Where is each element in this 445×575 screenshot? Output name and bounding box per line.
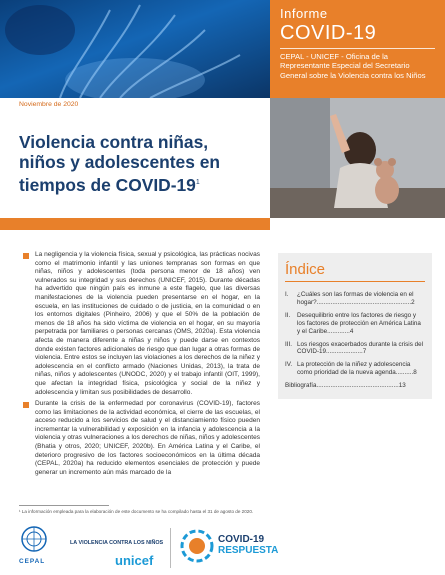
covid-label: COVID-19	[280, 22, 377, 44]
header-subtitle: CEPAL - UNICEF - Oficina de la Representante Especial del Secretario General sobre la Violencia contra los Niños	[280, 52, 426, 80]
unicef-logo: unicef	[115, 553, 154, 568]
document-title	[19, 133, 259, 195]
footnote: ¹ La información empleada para la elaboración de este documento se ha compilado hasta el 31 de agosto de 2020.	[19, 509, 254, 514]
logo-divider	[170, 528, 171, 568]
index-title: Índice	[285, 261, 326, 278]
title-text: Violencia contra niñas, niños y adolescentes en tiempos de COVID-19	[19, 132, 221, 195]
informe-label: Informe	[280, 6, 328, 21]
index-divider	[285, 281, 425, 282]
partner-logos	[0, 520, 445, 575]
title-footnote-marker: 1	[195, 178, 200, 186]
toc-item[interactable]: I. ¿Cuáles son las formas de violencia en el hogar?......................................................2	[285, 291, 415, 306]
body-column	[23, 251, 260, 480]
srsg-vac-logo: LA VIOLENCIA CONTRA LOS NIÑOS	[70, 540, 164, 546]
table-of-contents	[278, 253, 432, 399]
toc-item[interactable]: III. Los riesgos exacerbados durante la crisis del COVID-19.....................7	[285, 340, 424, 356]
covid-response-logo-text: COVID-19 RESPUESTA	[218, 534, 279, 556]
covid-response-icon	[180, 529, 214, 563]
footnote-divider	[19, 505, 109, 506]
body-paragraph: Durante la crisis de la enfermedad por coronavirus (COVID-19), factores como las limitaciones de la actividad económica, el cierre de las escuelas, el acceso reducido a los servicios de salud y el distanciamiento físico pueden incrementar la vulnerabilidad y exposición en la infancia y adolescencia a la violencia y otras vulneraciones a los derechos de niñas, niños y adolescentes (Bhatia y otros, 2020; UNICEF, 2020b). En América Latina y el Caribe, el deterioro progresivo de los factores socioeconómicos en la última década (CEPAL, 2020a) ha reducido elementos esenciales de protección y puede generar un incremento aún más marcado de la	[23, 400, 260, 477]
report-header-box	[270, 0, 445, 98]
un-emblem-icon	[19, 524, 49, 554]
hero-hands-image	[0, 0, 270, 98]
band-gap	[270, 218, 445, 230]
header-divider	[280, 48, 435, 49]
toc-item[interactable]: II. Desequilibrio entre los factores de riesgo y los factores de protección en América Latina y el Caribe.............4	[285, 311, 421, 335]
cepal-logo: CEPAL	[19, 558, 46, 565]
toc-item[interactable]: IV. La protección de la niñez y adolescencia como prioridad de la nueva agenda..........8	[285, 361, 417, 377]
square-bullet-icon	[23, 402, 29, 408]
toc-item[interactable]: Bibliografía...............................................13	[285, 382, 406, 390]
square-bullet-icon	[23, 253, 29, 259]
body-paragraph: La negligencia y la violencia física, sexual y psicológica, las prácticas nocivas como el matrimonio infantil y las uniones tempranas son formas en que niñas, niños y adolescentes (toda persona menor de 18 años) ven vulnerados su integridad y sus derechos (UNICEF, 2015). Durante décadas ha advertido que ningún país es inmune a este flagelo, que las diversas manifestaciones de la violencia pueden presentarse en el hogar, en la escuela, en las instituciones de cuidado o de justicia, en la comunidad o en los entornos digitales (Pinheiro, 2006) y que el 50% de la población de menos de 18 años ha sido víctima de violencia en el hogar, en su mayoría perpetrada por familiares o personas cercanas (OMS, 2020a). Esta violencia afecta de manera diferente a niñas y niños y puede darse en contextos donde existen factores adicionales de riesgo que dan lugar a otras formas de violencia. Entre estos se incluyen las violaciones a los derechos de la niñez y adolescencia en el conflicto armado (Naciones Unidas, 2013), la trata de niñas, niños y adolescentes (UNODC, 2020) y el trabajo infantil (OIT, 1999), que afectan la integridad física, psicológica y social de la niñez y adolescencia y limitan sus posibilidades de desarrollo.	[23, 251, 260, 397]
publication-date: Noviembre de 2020	[19, 101, 79, 108]
child-photo	[270, 98, 445, 218]
